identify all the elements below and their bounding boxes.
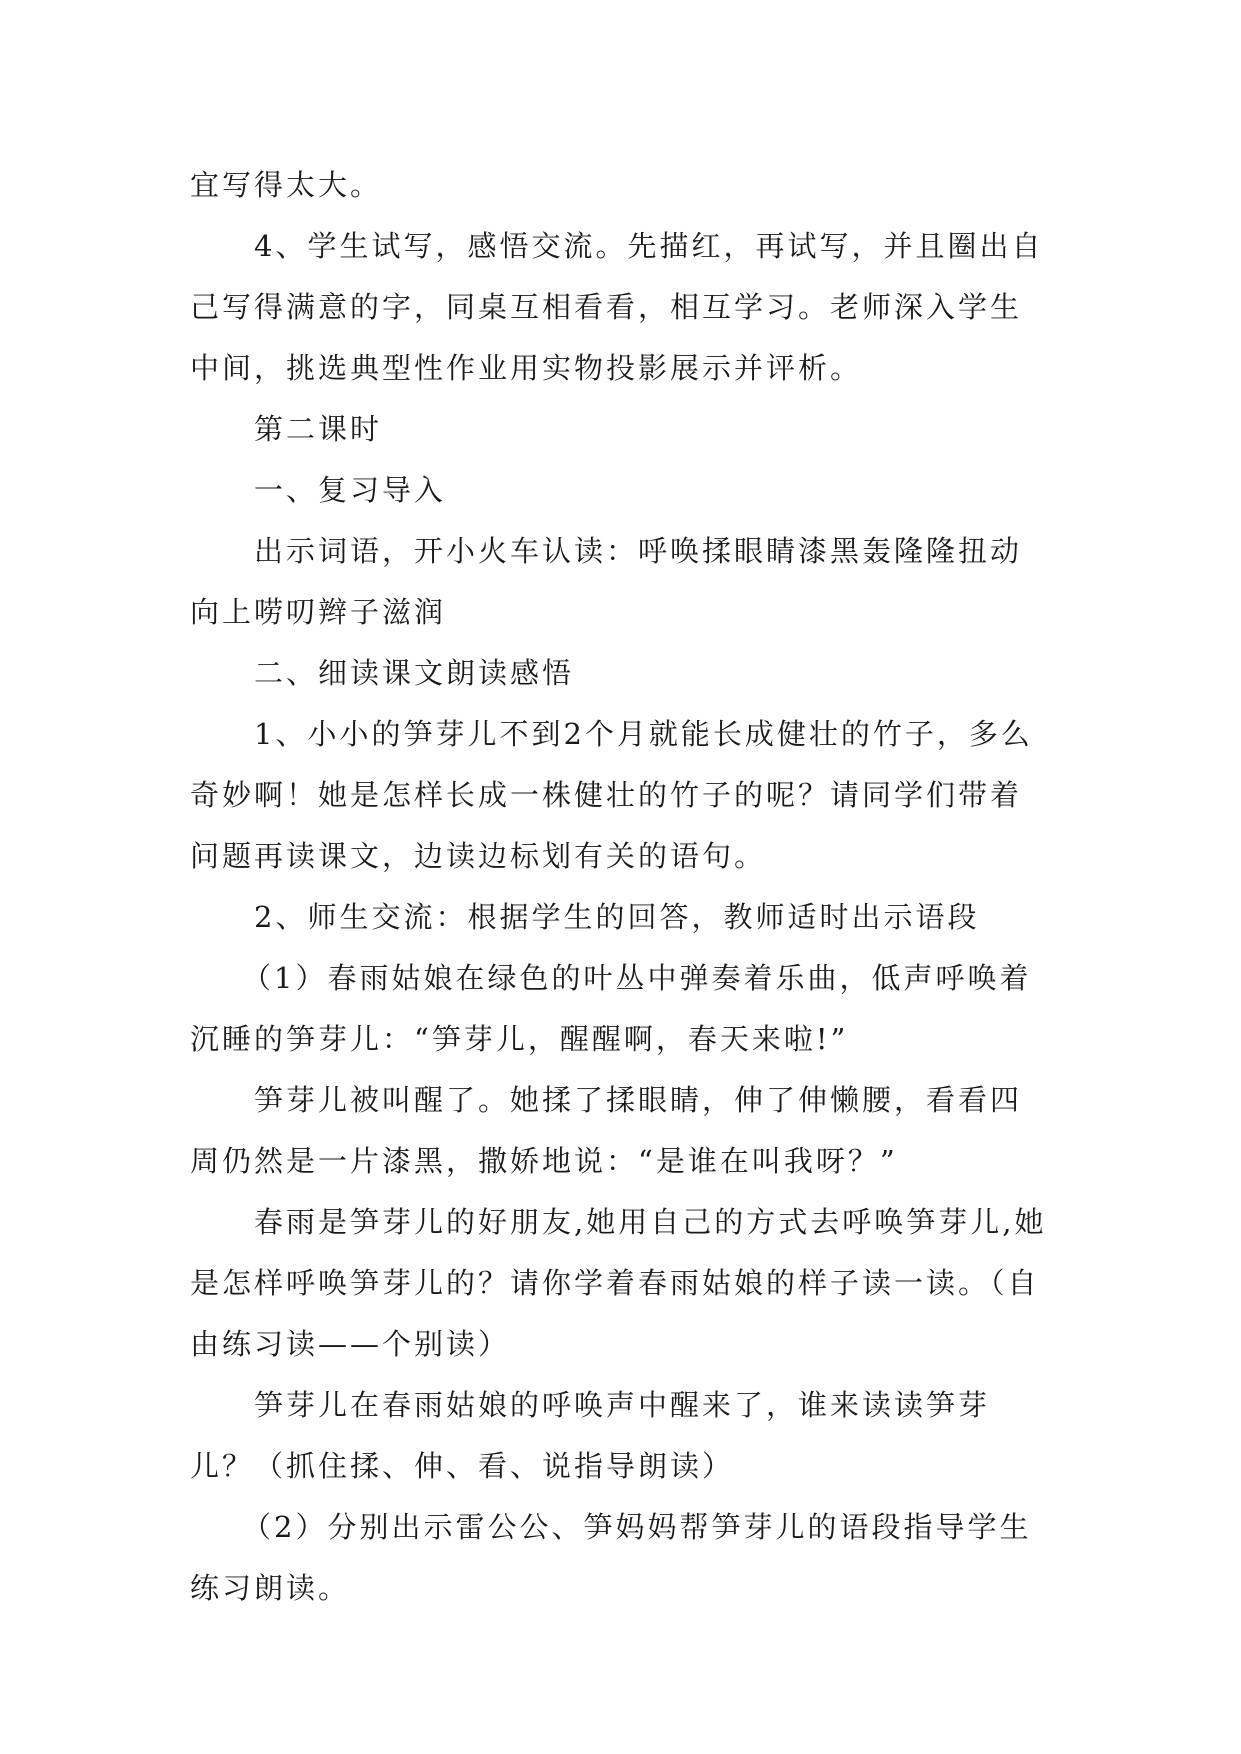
document-body — [190, 155, 1052, 1619]
section-heading-lesson-two: 第二课时 — [254, 412, 383, 446]
paragraph-step-2: 2、师生交流：根据学生的回答，教师适时出示语段 — [254, 900, 980, 934]
paragraph-step-1: 1、小小的笋芽儿不到2个月就能长成健壮的竹子，多么奇妙啊！她是怎样长成一株健壮的竹子的呢？请同学们带着问题再读课文，边读边标划有关的语句。 — [190, 717, 1033, 873]
paragraph-bamboo-shoot-reading: 笋芽儿在春雨姑娘的呼唤声中醒来了，谁来读读笋芽儿？（抓住揉、伸、看、说指导朗读） — [190, 1388, 991, 1483]
paragraph-excerpt-2: （2）分别出示雷公公、笋妈妈帮笋芽儿的语段指导学生练习朗读。 — [190, 1510, 1032, 1605]
paragraph-word-list: 出示词语，开小火车认读：呼唤揉眼睛漆黑轰隆隆扭动向上唠叨辫子滋润 — [190, 534, 1023, 629]
section-heading-review: 一、复习导入 — [254, 473, 447, 507]
paragraph-spring-rain: 春雨是笋芽儿的好朋友,她用自己的方式去呼唤笋芽儿,她是怎样呼唤笋芽儿的？请你学着春雨姑娘的样子读一读。（自由练习读——个别读） — [190, 1205, 1047, 1361]
paragraph-continuation: 宜写得太大。 — [190, 168, 383, 202]
paragraph-step-4: 4、学生试写，感悟交流。先描红，再试写，并且圈出自己写得满意的字，同桌互相看看，相互学习。老师深入学生中间，挑选典型性作业用实物投影展示并评析。 — [190, 229, 1044, 385]
paragraph-excerpt-1: （1）春雨姑娘在绿色的叶丛中弹奏着乐曲，低声呼唤着沉睡的笋芽儿：“笋芽儿，醒醒啊，春天来啦!” — [190, 961, 1032, 1056]
section-heading-close-reading: 二、细读课文朗读感悟 — [254, 656, 575, 690]
paragraph-excerpt-1-continued: 笋芽儿被叫醒了。她揉了揉眼睛，伸了伸懒腰，看看四周仍然是一片漆黑，撒娇地说：“是谁在叫我呀？” — [190, 1083, 1023, 1178]
